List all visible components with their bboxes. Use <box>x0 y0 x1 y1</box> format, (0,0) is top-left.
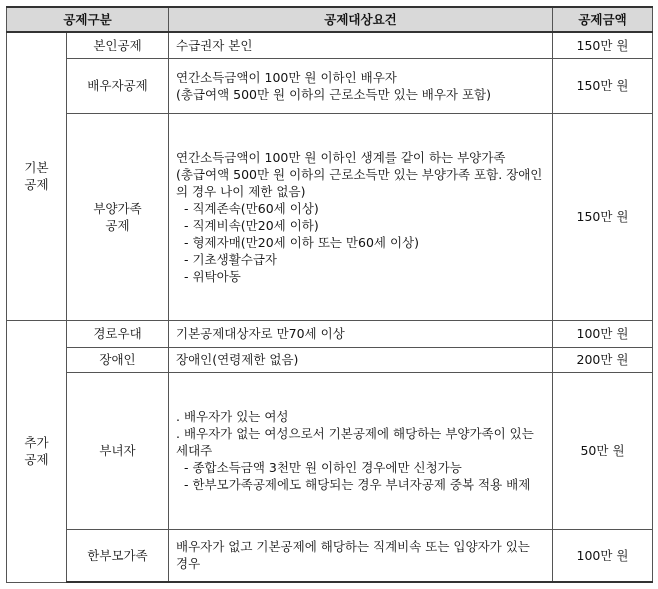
table-row <box>7 58 653 113</box>
req-line: - 한부모가족공제에도 해당되는 경우 부녀자공제 중복 적용 배제 <box>184 477 531 492</box>
req-line: 연간소득금액이 100만 원 이하인 배우자 <box>176 69 397 85</box>
group-basic-line-2: 공제 <box>24 177 49 193</box>
row-requirement <box>169 113 553 320</box>
row-requirement <box>169 58 553 113</box>
req-line: 수급권자 본인 <box>176 37 253 53</box>
row-requirement <box>169 32 553 58</box>
req-line: - 형제자매(만20세 이하 또는 만60세 이상) <box>184 234 419 250</box>
table-row <box>7 320 653 347</box>
row-requirement <box>169 372 553 529</box>
req-line: 배우자가 없고 기본공제에 해당하는 직계비속 또는 입양자가 있는 경우 <box>176 539 530 572</box>
row-type: 한부모가족 <box>67 529 169 582</box>
req-line: - 종합소득금액 3천만 원 이하인 경우에만 신청가능 <box>184 460 462 475</box>
row-amount: 150만 원 <box>553 32 653 58</box>
table-row <box>7 347 653 372</box>
req-line: - 직계존속(만60세 이상) <box>184 200 319 216</box>
req-line: - 직계비속(만20세 이하) <box>184 217 319 233</box>
row-type: 장애인 <box>67 347 169 372</box>
group-additional <box>7 320 67 582</box>
row-requirement <box>169 347 553 372</box>
req-line: 기본공제대상자로 만70세 이상 <box>176 326 345 341</box>
row-amount: 150만 원 <box>553 113 653 320</box>
row-amount: 50만 원 <box>553 372 653 529</box>
req-line: 연간소득금액이 100만 원 이하인 생계를 같이 하는 부양가족 <box>176 149 506 165</box>
row-amount: 100만 원 <box>553 320 653 347</box>
group-basic <box>7 32 67 320</box>
row-type: 본인공제 <box>67 32 169 58</box>
header-category: 공제구분 <box>7 7 169 32</box>
req-line: . 배우자가 없는 여성으로서 기본공제에 해당하는 부양가족이 있는 세대주 <box>176 426 534 458</box>
row-type-line-1: 부양가족 <box>93 200 142 216</box>
header-requirement: 공제대상요건 <box>169 7 553 32</box>
group-basic-line-1: 기본 <box>24 160 49 176</box>
row-type: 부녀자 <box>67 372 169 529</box>
header-row <box>7 7 653 32</box>
table-row <box>7 113 653 320</box>
req-line: 장애인(연령제한 없음) <box>176 352 299 367</box>
req-line: . 배우자가 있는 여성 <box>176 409 289 424</box>
row-requirement <box>169 529 553 582</box>
row-amount: 150만 원 <box>553 58 653 113</box>
table-row <box>7 32 653 58</box>
row-requirement <box>169 320 553 347</box>
row-type-line-2: 공제 <box>105 217 130 233</box>
row-type: 경로우대 <box>67 320 169 347</box>
req-line: - 위탁아동 <box>184 268 241 284</box>
deduction-table <box>6 6 653 583</box>
req-line: (총급여액 500만 원 이하의 근로소득만 있는 부양가족 포함. 장애인의 경우 나이 제한 없음) <box>176 166 543 199</box>
row-amount: 200만 원 <box>553 347 653 372</box>
group-additional-line-1: 추가 <box>24 435 49 450</box>
row-type: 배우자공제 <box>67 58 169 113</box>
req-line: (총급여액 500만 원 이하의 근로소득만 있는 배우자 포함) <box>176 86 492 102</box>
row-type <box>67 113 169 320</box>
group-additional-line-2: 공제 <box>24 452 49 467</box>
row-amount: 100만 원 <box>553 529 653 582</box>
header-amount: 공제금액 <box>553 7 653 32</box>
req-line: - 기초생활수급자 <box>184 251 278 267</box>
table-row <box>7 529 653 582</box>
table-row <box>7 372 653 529</box>
